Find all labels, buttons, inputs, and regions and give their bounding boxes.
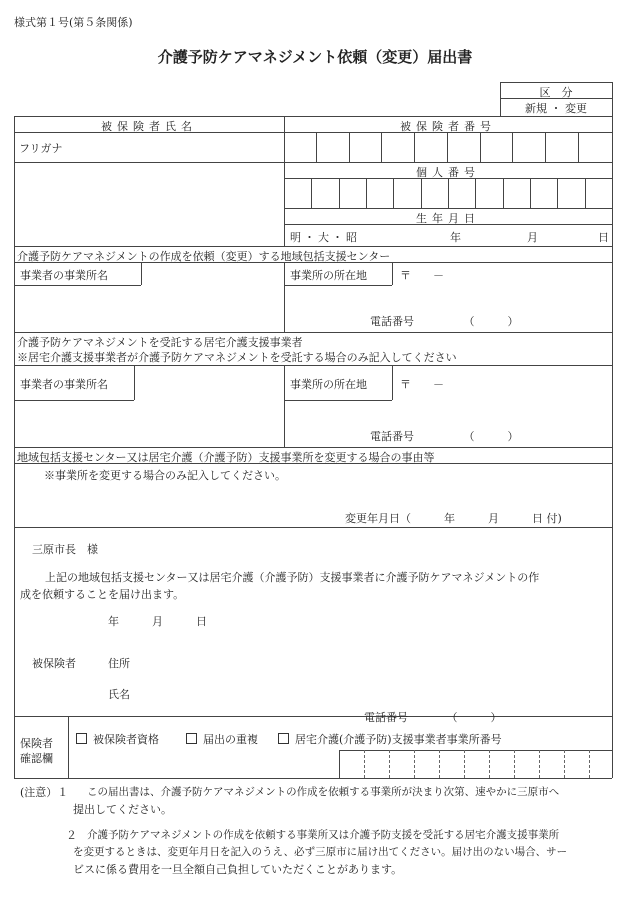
individual-number-field[interactable] xyxy=(284,179,612,208)
center-address-label: 事業所の所在地 xyxy=(290,269,367,282)
note2-number: ２ xyxy=(66,829,77,842)
page-title: 介護予防ケアマネジメント依頼（変更）届出書 xyxy=(157,48,473,66)
category-label: 区 分 xyxy=(539,86,573,99)
category-value[interactable] xyxy=(500,100,612,116)
center-section-header: 介護予防ケアマネジメントの作成を依頼（変更）する地域包括支援センター xyxy=(17,250,391,263)
change-date[interactable]: 変更年月日（ 年 月 日 付) xyxy=(345,512,562,525)
confirm-option-label: 届出の重複 xyxy=(203,733,258,746)
confirm-option-insured-status[interactable] xyxy=(76,731,159,747)
note2-line3: ビスに係る費用を一旦全額自己負担していただくことがあります。 xyxy=(73,863,403,876)
insured-address-label: 住所 xyxy=(108,657,130,670)
checkbox-icon[interactable] xyxy=(278,733,289,744)
birth-day-label: 日 xyxy=(598,231,609,244)
insured-number-header: 被保険者番号 xyxy=(400,120,496,133)
note1-line2: 提出してください。 xyxy=(73,803,172,816)
declaration-date[interactable]: 年 月 日 xyxy=(108,615,207,628)
notes-label: (注意）１ xyxy=(20,786,69,799)
checkbox-icon[interactable] xyxy=(76,733,87,744)
confirm-option-label: 被保険者資格 xyxy=(93,733,159,746)
addressee: 三原市長 様 xyxy=(32,543,98,556)
provider-section-header: 介護予防ケアマネジメントを受託する居宅介護支援事業者 xyxy=(17,336,303,349)
declaration-body-line1: 上記の地域包括支援センター又は居宅介護（介護予防）支援事業者に介護予防ケアマネジメントの作 xyxy=(45,571,540,584)
change-note: ※事業所を変更する場合のみ記入してください。 xyxy=(44,469,286,482)
individual-number-header: 個人番号 xyxy=(416,166,480,179)
center-postal[interactable]: 〒 － xyxy=(400,269,444,282)
confirm-label-line1: 保険者 xyxy=(20,737,53,750)
note2-line2: を変更するときは、変更年月日を記入のうえ、必ず三原市に届け出てください。届け出のない場合、サー xyxy=(73,846,568,858)
checkbox-icon[interactable] xyxy=(186,733,197,744)
provider-office-name-field[interactable] xyxy=(14,401,284,447)
insured-name-header: 被保険者氏名 xyxy=(101,120,197,133)
insured-phone[interactable]: 電話番号 （ ） xyxy=(364,711,502,724)
provider-office-name-label: 事業者の事業所名 xyxy=(20,378,108,391)
birth-era-options[interactable]: 明・大・昭 xyxy=(290,231,360,244)
change-section-header: 地域包括支援センター又は居宅介護（介護予防）支援事業所を変更する場合の事由等 xyxy=(17,451,435,464)
note1-line1: この届出書は、介護予防ケアマネジメントの作成を依頼する事業所が決まり次第、速やかに三原市へ xyxy=(87,786,560,798)
provider-section-note: ※居宅介護支援事業者が介護予防ケアマネジメントを受託する場合のみ記入してください xyxy=(17,351,457,364)
insured-number-field[interactable] xyxy=(284,133,612,162)
provider-postal[interactable]: 〒 － xyxy=(400,378,444,391)
category-value-text: 新規 ・ 変更 xyxy=(525,102,587,115)
confirm-option-provider-number[interactable] xyxy=(278,731,502,747)
provider-address-label: 事業所の所在地 xyxy=(290,378,367,391)
note2-line1: 介護予防ケアマネジメントの作成を依頼する事業所又は介護予防支援を受託する居宅介護支援事業所 xyxy=(87,829,560,841)
center-phone[interactable]: 電話番号 （ ） xyxy=(370,315,519,328)
confirm-label-line2: 確認欄 xyxy=(20,752,53,765)
confirm-option-duplicate[interactable] xyxy=(186,731,258,747)
provider-phone[interactable]: 電話番号 （ ） xyxy=(370,430,519,443)
declaration-body-line2: 成を依頼することを届け出ます。 xyxy=(20,588,185,601)
birth-date-header: 生年月日 xyxy=(416,212,480,225)
insured-signature-label: 被保険者 xyxy=(32,657,76,670)
insured-name-label: 氏名 xyxy=(108,688,130,701)
insured-name-field[interactable] xyxy=(14,163,284,245)
change-reason-field[interactable] xyxy=(14,482,612,508)
form-number: 様式第１号(第５条関係) xyxy=(14,16,133,29)
furigana-label: フリガナ xyxy=(19,142,63,155)
provider-number-field[interactable] xyxy=(340,751,612,778)
center-office-name-label: 事業者の事業所名 xyxy=(20,269,108,282)
birth-year-label: 年 xyxy=(450,231,461,244)
birth-month-label: 月 xyxy=(527,231,538,244)
center-office-name-field[interactable] xyxy=(14,286,284,332)
confirm-option-label: 居宅介護(介護予防)支援事業者事業所番号 xyxy=(295,733,502,746)
